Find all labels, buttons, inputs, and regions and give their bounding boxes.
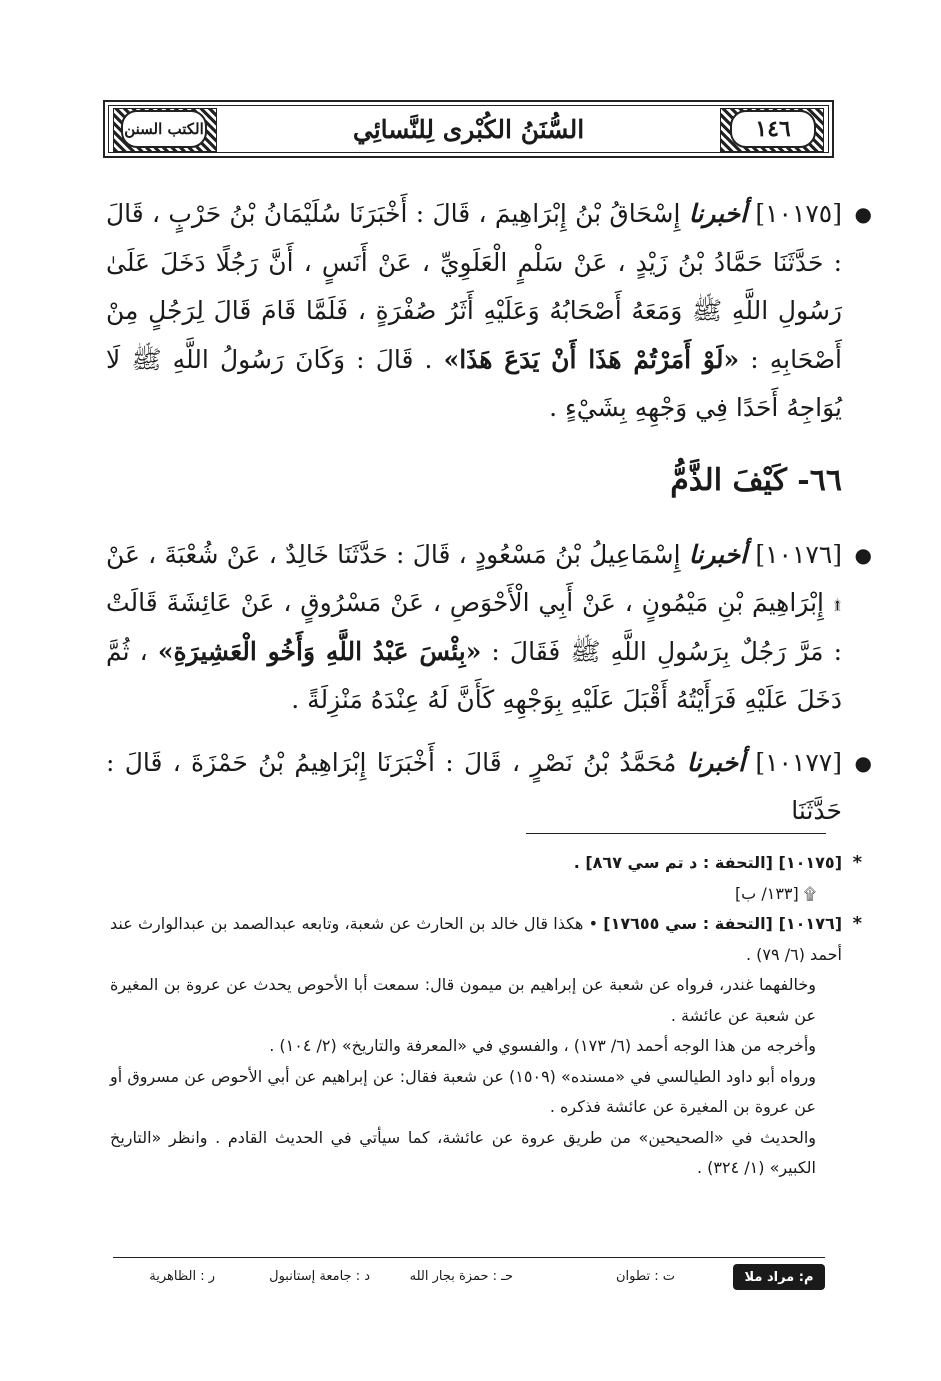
page-number: ١٤٦: [755, 116, 791, 142]
hadith-quote: «لَوْ أَمَرْتُمْ هَذَا أَنْ يَدَعَ هَذَا»: [443, 344, 740, 374]
hadith-text-end: ، ثُمَّ دَخَلَ عَلَيْهِ فَرَأَيْتُهُ أَقْبَلَ عَلَيْهِ بِوَجْهِهِ كَأَنَّ لَهُ عِنْدَهُ مَنْزِلَةً .: [106, 636, 842, 714]
main-text: [106, 190, 872, 850]
footnote-paragraph: وخالفهما غندر، فرواه عن شعبة عن إبراهيم بن ميمون قال: سمعت أبا الأحوص يحدث عن عروة بن المغيرة عن شعبة عن عائشة .: [110, 975, 816, 1025]
manuscript-ref: ۩ [١٣٣/ ب]: [734, 883, 816, 903]
series-logo: [121, 110, 207, 148]
hadith-lead: أخبرنا: [688, 539, 748, 569]
header-title-area: [235, 110, 702, 148]
bullet-icon: ●: [854, 202, 872, 226]
footnote-separator: [526, 833, 826, 834]
footnote-manuscript-ref: [110, 879, 842, 910]
footnote-10175: [110, 848, 862, 879]
bullet-icon: ●: [854, 750, 872, 775]
footnote-paragraph: وأخرجه من هذا الوجه أحمد (٦/ ١٧٣) ، والفسوي في «المعرفة والتاريخ» (٢/ ١٠٤) .: [269, 1036, 816, 1055]
hadith-10176: [106, 531, 872, 725]
bottom-rule: [113, 1257, 825, 1258]
bullet-icon: ●: [854, 542, 872, 567]
page-number-box: [730, 110, 816, 148]
hadith-10175: [106, 190, 872, 433]
hadith-number: [١٠١٧٥]: [755, 199, 842, 228]
footnotes: [110, 848, 862, 1184]
footnote-head: [١٠١٧٦] [التحفة : سي ١٧٦٥٥]: [603, 914, 843, 933]
source-m: م: مراد ملا: [733, 1264, 825, 1290]
footnote-10176: [110, 909, 862, 970]
hadith-text-end: . قَالَ : وَكَانَ رَسُولُ اللَّهِ ﷺ لَا يُوَاجِهُ أَحَدًا فِي وَجْهِهِ بِشَيْءٍ .: [106, 344, 842, 422]
hadith-text: إِسْمَاعِيلُ بْنُ مَسْعُودٍ ، قَالَ : حَدَّثَنَا خَالِدٌ ، عَنْ شُعْبَةَ ، عَنْ ۩ إِبْرَاهِيمَ بْنِ مَيْمُونٍ ، عَنْ أَبِي الْأَحْوَصِ ، عَنْ مَسْرُوقٍ ، عَنْ عَائِشَةَ قَالَتْ : مَرَّ رَجُلٌ بِرَسُولِ اللَّهِ ﷺ فَقَالَ :: [106, 539, 843, 666]
source-h: حـ : حمزة بجار الله: [409, 1269, 513, 1284]
source-d: د : جامعة إستانبول: [269, 1269, 370, 1284]
asterisk-icon: *: [852, 852, 862, 873]
footnote-text: [١٠١٧٥] [التحفة : د تم سي ٨٦٧] .: [573, 853, 842, 872]
chapter-title: ٦٦- كَيْفَ الذَّمُّ: [670, 462, 842, 498]
page-header: [103, 100, 834, 158]
hadith-text: إِسْحَاقُ بْنُ إِبْرَاهِيمَ ، قَالَ : أَخْبَرَنَا سُلَيْمَانُ بْنُ حَرْبٍ ، قَالَ : حَدَّثَنَا حَمَّادُ بْنُ زَيْدٍ ، عَنْ سَلْمٍ الْعَلَوِيِّ ، عَنْ أَنَسٍ ، أَنَّ رَجُلًا دَخَلَ عَلَىٰ رَسُولِ اللَّهِ ﷺ وَمَعَهُ أَصْحَابُهُ وَعَلَيْهِ أَثَرُ صُفْرَةٍ ، فَلَمَّا قَامَ قَالَ لِرَجُلٍ مِنْ أَصْحَابِهِ :: [106, 199, 843, 374]
footnote-paragraph: والحديث في «الصحيحين» من طريق عروة عن عائشة، كما سيأتي في الحديث القادم . وانظر «التاريخ الكبير» (١/ ٣٢٤) .: [110, 1127, 816, 1177]
footnote-text: • هكذا قال خالد بن الحارث عن شعبة، وتابعه عبدالصمد بن عبدالوارث عند أحمد (٦/ ٧٩) .: [110, 914, 842, 964]
hadith-number: [١٠١٧٧]: [755, 747, 842, 777]
hadith-quote: «بِئْسَ عَبْدُ اللَّهِ وَأَخُو الْعَشِيرَةِ»: [157, 636, 482, 666]
source-r: ر : الظاهرية: [149, 1269, 215, 1284]
hadith-lead: أخبرنا: [688, 199, 748, 228]
hadith-number: [١٠١٧٦]: [755, 539, 843, 569]
hadith-10177: [106, 739, 872, 836]
hadith-lead: أخبرنا: [686, 747, 746, 777]
manuscript-sources: [113, 1264, 825, 1292]
asterisk-icon: *: [852, 913, 862, 934]
footnote-paragraph: ورواه أبو داود الطيالسي في «مسنده» (١٥٠٩) عن شعبة فقال: عن إبراهيم عن أبي الأحوص عن مسروق أو عن عروة بن المغيرة عن عائشة فذكره .: [110, 1066, 817, 1116]
hadith-text: مُحَمَّدُ بْنُ نَصْرٍ ، قَالَ : أَخْبَرَنَا إِبْرَاهِيمُ بْنُ حَمْزَةَ ، قَالَ : حَدَّثَنَا: [106, 747, 842, 825]
source-t: ت : تطوان: [615, 1269, 675, 1284]
logo-text: الكتب السنن: [124, 120, 204, 138]
book-title: السُّنَنُ الكُبْرى لِلنَّسائِي: [352, 114, 585, 144]
